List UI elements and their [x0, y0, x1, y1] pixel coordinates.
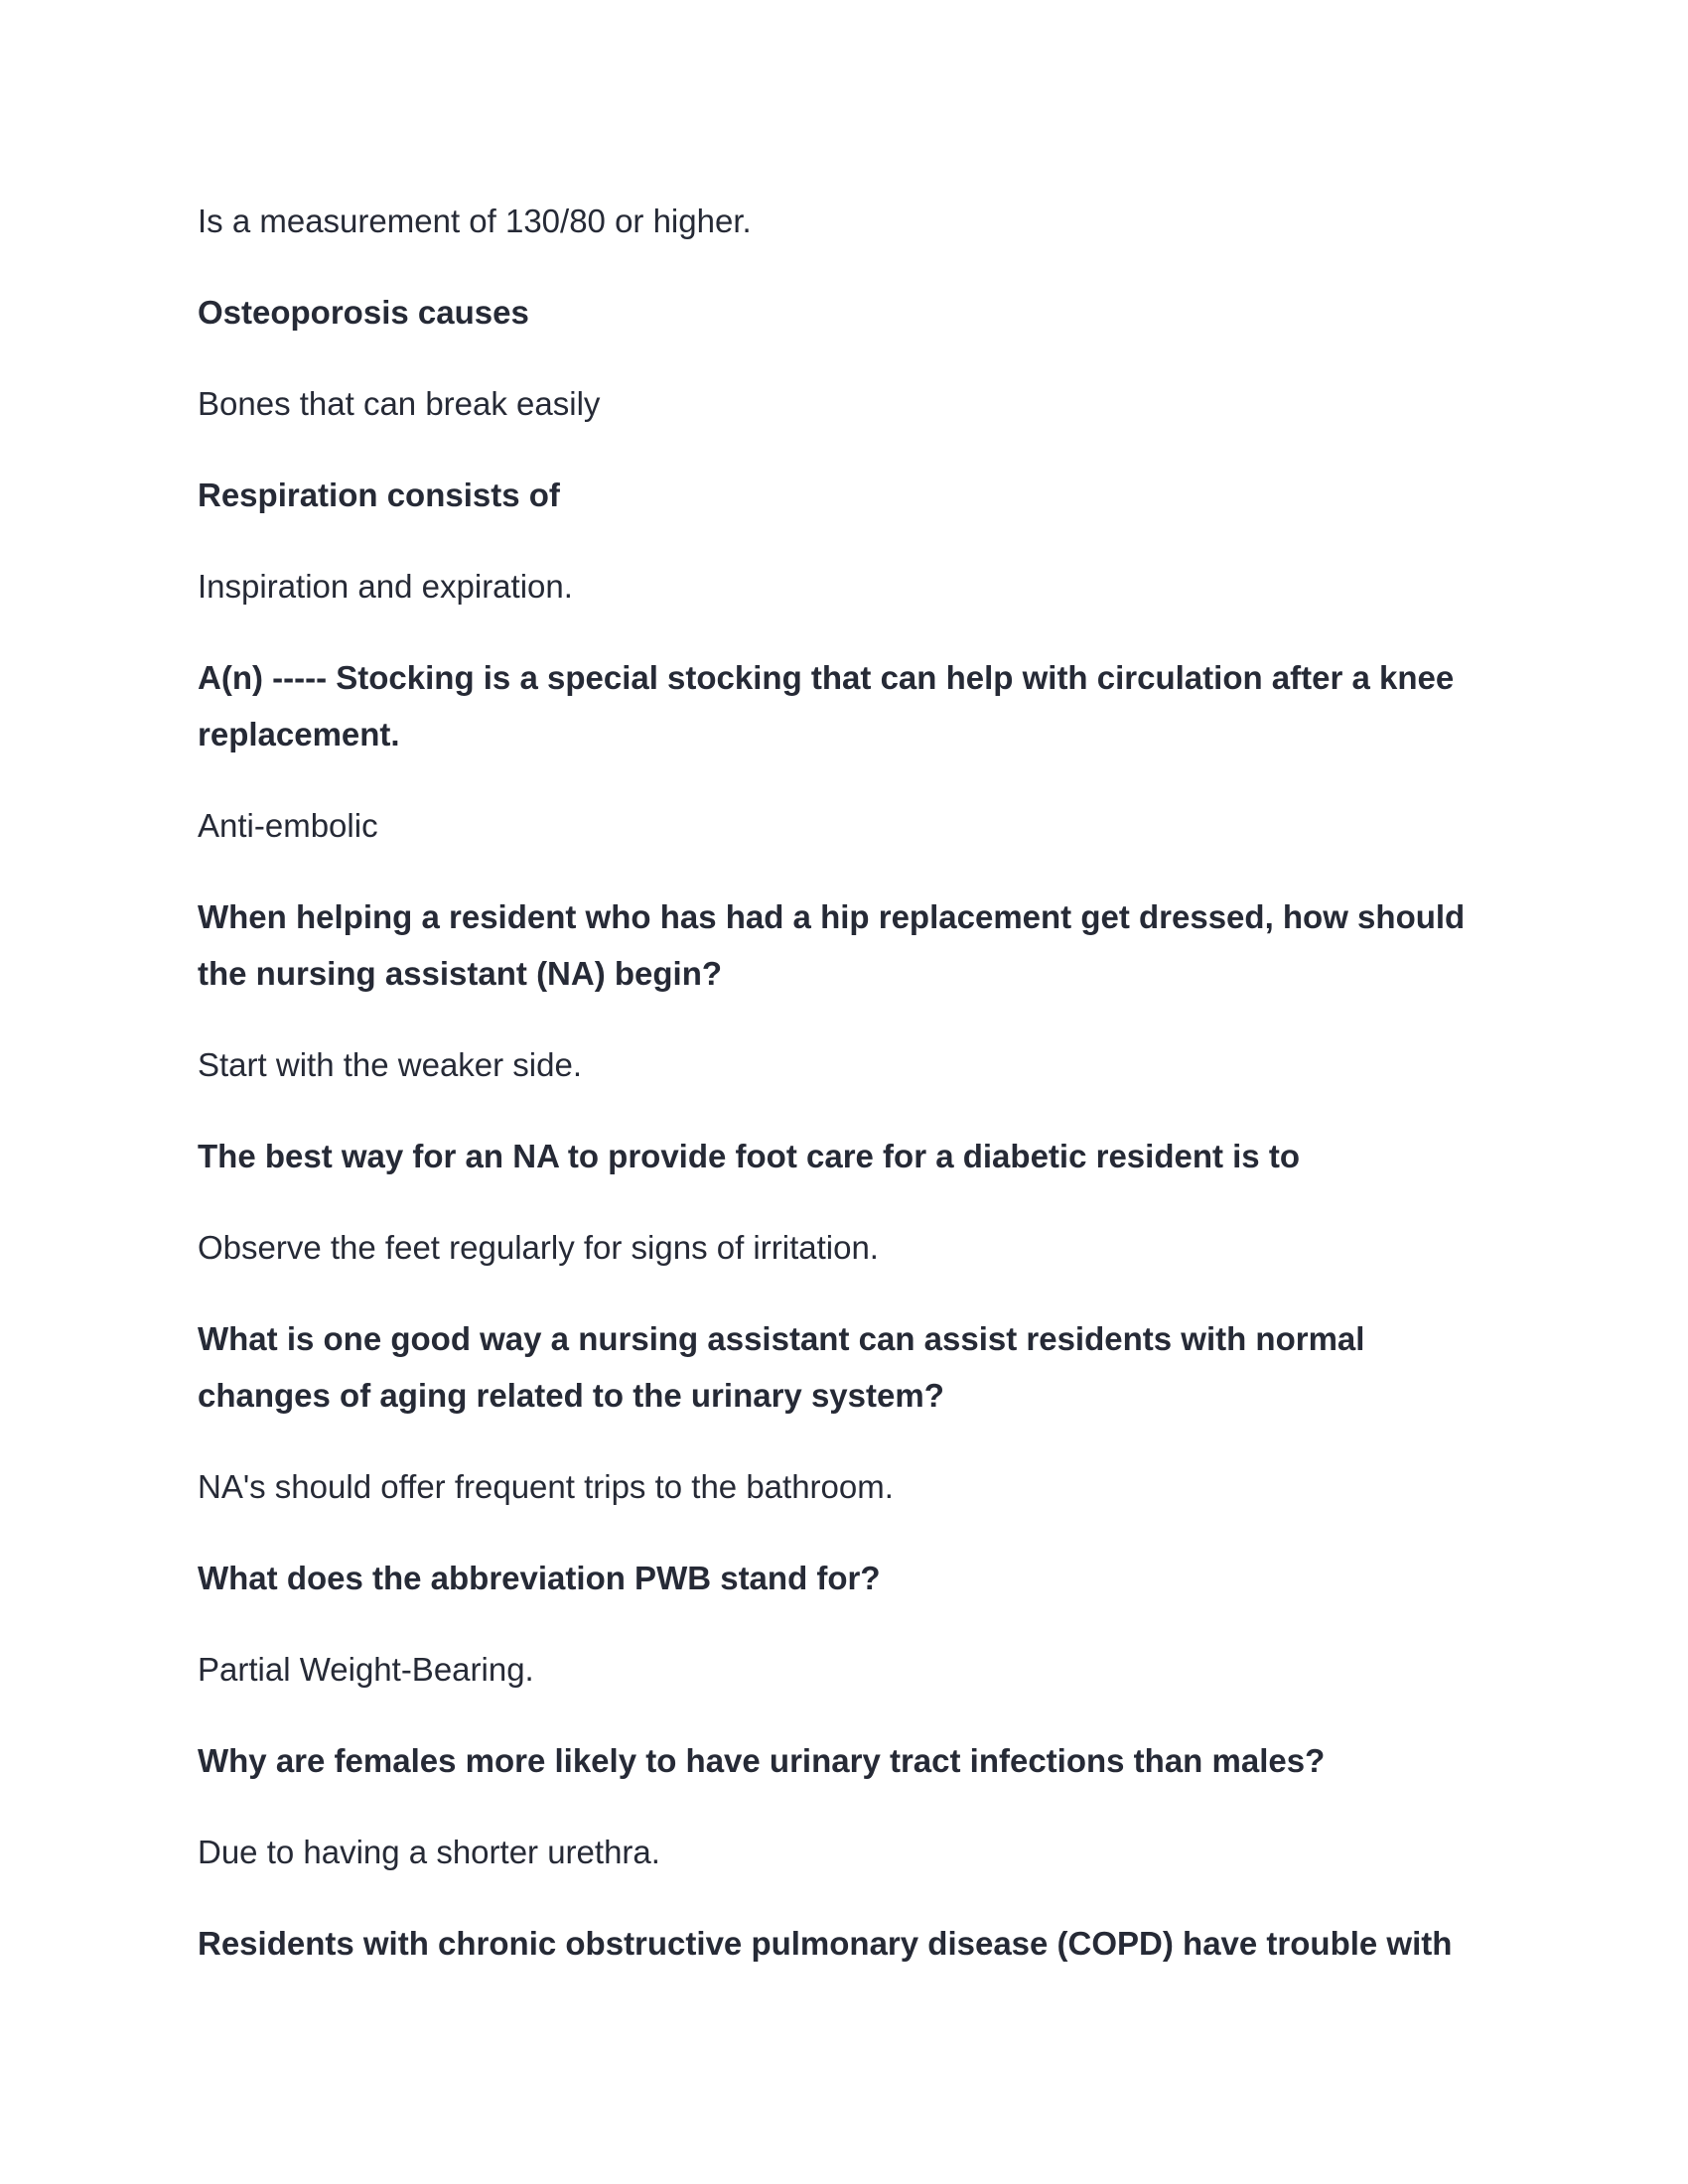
question-text: Osteoporosis causes [198, 294, 529, 331]
question-text: Why are females more likely to have urinary tract infections than males? [198, 1742, 1326, 1779]
answer-text: Inspiration and expiration. [198, 568, 573, 605]
question-text: The best way for an NA to provide foot care for a diabetic resident is to [198, 1138, 1300, 1174]
question-text: Respiration consists of [198, 477, 560, 513]
qa-list [198, 193, 1488, 1972]
question-text: What does the abbreviation PWB stand for? [198, 1560, 881, 1596]
answer-text: Partial Weight-Bearing. [198, 1651, 534, 1688]
answer-text: Is a measurement of 130/80 or higher. [198, 203, 752, 239]
answer-text: Observe the feet regularly for signs of irritation. [198, 1229, 879, 1266]
question-text: A(n) ----- Stocking is a special stocking that can help with circulation after a knee replacement. [198, 659, 1455, 752]
question-text: Residents with chronic obstructive pulmonary disease (COPD) have trouble with [198, 1925, 1453, 1962]
question-text: When helping a resident who has had a hip replacement get dressed, how should the nursing assistant (NA) begin? [198, 898, 1466, 992]
answer-text: NA's should offer frequent trips to the bathroom. [198, 1468, 894, 1505]
document-page [198, 193, 1488, 2006]
answer-text: Bones that can break easily [198, 385, 601, 422]
answer-text: Due to having a shorter urethra. [198, 1834, 660, 1870]
answer-text: Start with the weaker side. [198, 1046, 583, 1083]
question-text: What is one good way a nursing assistant can assist residents with normal changes of aging related to the urinary system? [198, 1320, 1365, 1414]
answer-text: Anti-embolic [198, 807, 378, 844]
